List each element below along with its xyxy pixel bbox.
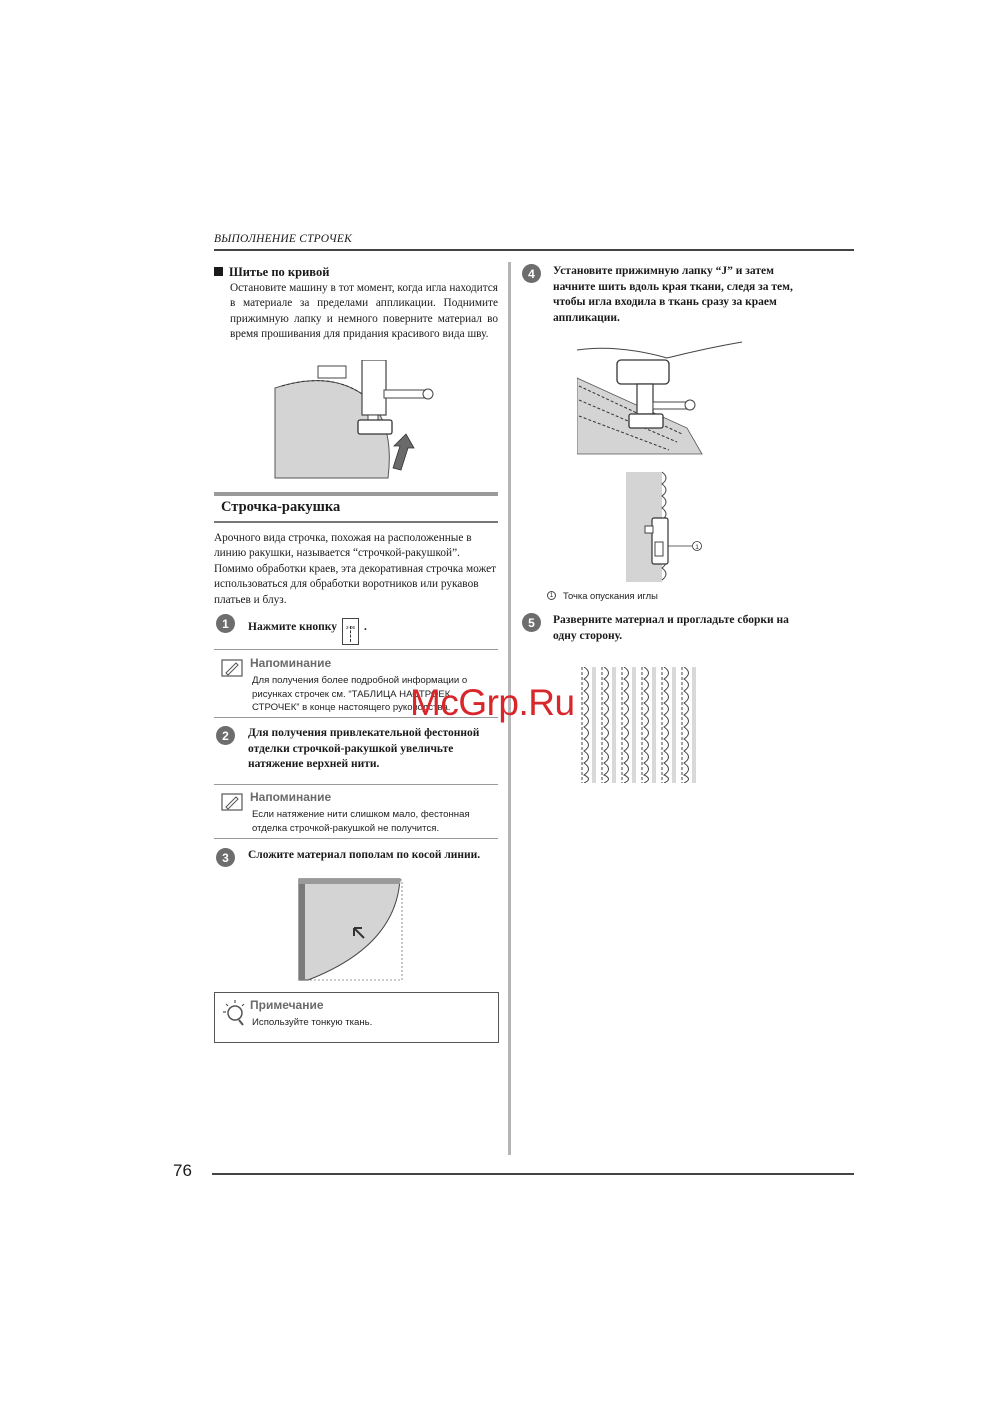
presser-foot-sewing-illustration <box>577 338 747 456</box>
needle-drop-illustration <box>624 470 714 584</box>
step-3-badge: 3 <box>216 848 235 867</box>
memo-pencil-icon <box>221 792 243 812</box>
step-1-text: Нажмите кнопку 2-06 . <box>248 614 367 641</box>
curve-subheading: Шитье по кривой <box>214 265 329 280</box>
step-4-text: Установите прижимную лапку “J” и затем начните шить вдоль края ткани, следя за тем, чтобы игла входила в ткань сразу за краем аппликации. <box>553 265 793 324</box>
note-title: Примечание <box>250 998 324 1012</box>
shell-tucks-illustration <box>580 667 704 783</box>
callout-marker: 1 <box>695 544 699 551</box>
step-1-badge: 1 <box>216 614 235 633</box>
lightbulb-icon <box>222 998 246 1026</box>
step-3-text: Сложите материал пополам по косой линии. <box>248 849 481 861</box>
running-head: ВЫПОЛНЕНИЕ СТРОЧЕК <box>214 233 352 245</box>
section-title: Строчка-ракушка <box>221 499 341 515</box>
watermark: McGrp.Ru <box>410 682 575 723</box>
footer-rule <box>212 1173 854 1175</box>
header-rule <box>214 249 854 251</box>
section-title-underline <box>214 521 498 523</box>
memo-2-bottom-rule <box>214 838 498 839</box>
step-2-text: Для получения привлекательной фестонной отделки строчкой-ракушкой увеличьте натяжение верхней нити. <box>248 727 480 770</box>
memo-2-title: Напоминание <box>250 790 332 804</box>
square-bullet-icon <box>214 267 223 276</box>
callout-legend-marker: 1 <box>547 591 556 600</box>
intro-paragraph: Арочного вида строчка, похожая на расположенные в линию ракушки, называется “строчкой-ракушкой”. Помимо обработки краев, эта декоративная строчка может использоваться для обработки воротников или рукавов платьев и блуз. <box>214 532 497 606</box>
callout-legend <box>547 590 658 601</box>
section-title-bar <box>214 492 498 496</box>
step-4-badge: 4 <box>522 264 541 283</box>
stitch-button-icon[interactable]: 2-06 <box>342 618 359 645</box>
step-2-badge: 2 <box>216 726 235 745</box>
memo-2-top-rule <box>214 784 498 785</box>
note-text: Используйте тонкую ткань. <box>252 1017 373 1028</box>
page-number: 76 <box>173 1161 192 1180</box>
curve-paragraph: Остановите машину в тот момент, когда игла находится в материале за пределами аппликации. Поднимите прижимную лапку и немного поверните материал во время прошивания для придания красивого вида шву. <box>230 282 498 341</box>
step-5-text: Разверните материал и прогладьте сборки на одну сторону. <box>553 614 789 642</box>
step-5-badge: 5 <box>522 613 541 632</box>
memo-pencil-icon <box>221 658 243 678</box>
memo-1-top-rule <box>214 649 498 650</box>
callout-legend-text: Точка опускания иглы <box>563 590 658 601</box>
curve-sewing-illustration <box>270 360 445 480</box>
folded-fabric-illustration <box>296 876 406 984</box>
memo-1-text: Для получения более подробной информации о рисунках строчек см. “ТАБЛИЦА НАСТРОЕК СТРОЧЕК” в конце настоящего руководства. <box>252 675 468 714</box>
memo-2-text: Если натяжение нити слишком мало, фестонная отделка строчкой-ракушкой не получится. <box>252 809 470 834</box>
memo-1-title: Напоминание <box>250 656 332 670</box>
